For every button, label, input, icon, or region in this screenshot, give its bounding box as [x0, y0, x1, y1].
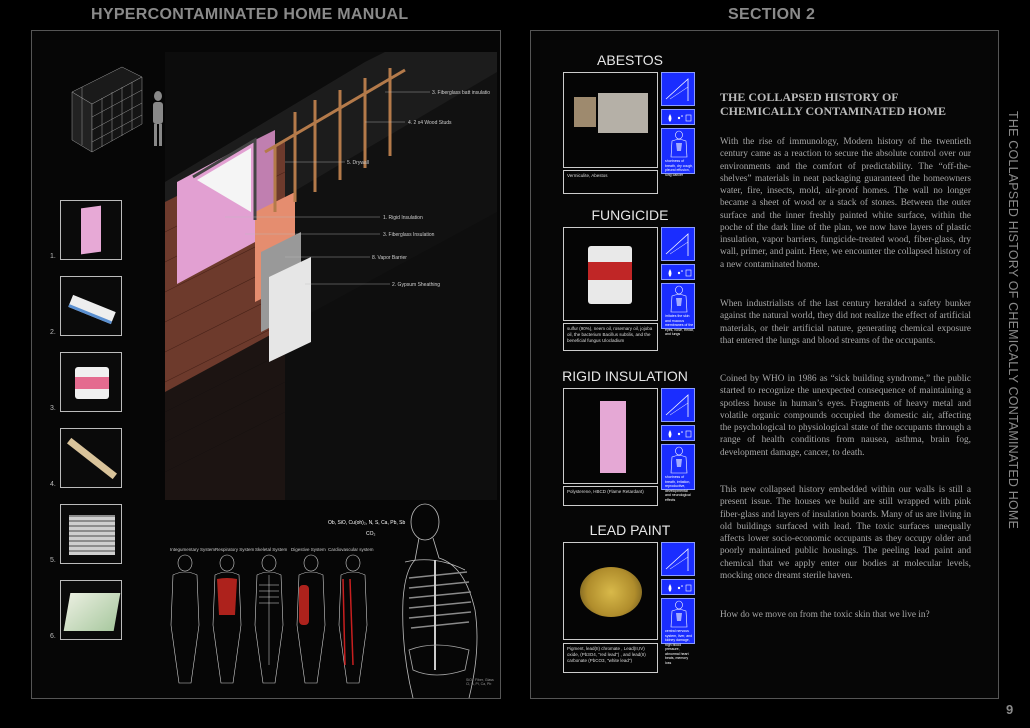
- chem-label-top: Ob, SiO, Cu(oh)₂, N, S, Ca, Pb, Sb: [328, 520, 406, 526]
- exposure-icons-abestos: [661, 109, 695, 125]
- material-image-abestos: [563, 72, 658, 168]
- material-title-rigid-insulation: RIGID INSULATION: [562, 368, 688, 384]
- chem-label-bottom: SiO₂, Fiber, Glass Cl, B, Pl, Ca, Pb: [466, 678, 494, 686]
- body-systems-figures: [165, 555, 375, 690]
- essay-paragraph-5: How do we move on from the toxic skin that we live in?: [720, 610, 930, 620]
- exposure-icons-rigid-insulation: [661, 425, 695, 441]
- thumb-number-4: 4.: [50, 481, 56, 488]
- thumb-number-1: 1.: [50, 253, 56, 260]
- thumb-primer-bucket: [60, 352, 122, 412]
- body-effect-icon-abestos: [661, 128, 695, 177]
- exposure-icons-fungicide: [661, 264, 695, 280]
- anno-gypsum-sheathing: 2. Gypsum Sheathing: [392, 282, 441, 288]
- anno-vapor-barrier: 8. Vapor Barrier: [372, 255, 407, 261]
- essay-title: THE COLLAPSED HISTORY OF CHEMICALLY CONTAMINATED HOME: [720, 90, 947, 118]
- system-label-integumentary: Integumentary System: [170, 547, 216, 552]
- body-effect-icon-rigid-insulation: [661, 444, 695, 502]
- thumb-rigid-insulation: [60, 200, 122, 260]
- body-effect-text-rigid-insulation: shortness of breath, irritation, reproductive, developmental and neurological effects: [665, 475, 691, 502]
- thumb-sheathing-stack: [60, 504, 122, 564]
- thumb-number-6: 6.: [50, 633, 56, 640]
- material-caption-rigid-insulation: Polysterene, HBCD (Flame Retardant): [563, 486, 658, 506]
- body-effect-text-fungicide: irritates the skin and mucous membranes of the eyes, nose, throat, and lungs: [665, 314, 694, 336]
- body-effect-icon-lead-paint: [661, 598, 695, 665]
- material-caption-lead-paint: Pigment, lead(II) chromate , Lead(II,IV) oxide, (Pb3O4, "red lead") , and lead(II) carbonate (PbCO3, "white lead"): [563, 643, 658, 673]
- vertical-title: THE COLLAPSED HISTORY OF CHEMICALLY CONTAMINATED HOME: [1006, 111, 1020, 530]
- anno-fiberglass-batt: 3. Fiberglass batt insulatio: [432, 90, 491, 96]
- house-diagram-icon-fungicide: [661, 227, 695, 261]
- material-image-lead-paint: [563, 542, 658, 640]
- essay-paragraph-2: When industrialists of the last century heralded a safety bunker against the natural world, they did not realize the effect of artificial materials, or their artificial nature, generating chemical exposure that entered the lungs and blood streams of the occupants.: [720, 299, 971, 346]
- system-label-digestive: Digestive System: [291, 547, 326, 552]
- essay-paragraph-1: With the rise of immunology, Modern history of the twentieth century came as a reaction to secure the absolute control over our environments and the comfort of predictability. The “off-the-shelves” materials in neat packaging guaranteed the homeowners water, fire, insects, mold, air-proof homes. The wall no longer became a sheet of wood or a stack of stones. Between the outer surface and the inner freshly painted white surface, within the poche of the dark line of the plan, we now have layers of plastic insulation, vapor barriers, fungicide-treated wood, fiber-glass, dry wall, primer, and paint. Here, we encounter the collapsed history of a new contaminated home.: [720, 137, 971, 270]
- system-label-cardiovascular: Cardiovascular system: [328, 547, 374, 552]
- thumb-number-2: 2.: [50, 329, 56, 336]
- essay-paragraph-4: This new collapsed history embedded within our walls is still a present issue. The houses we build are still wrapped with pink fiber-glass and layers of insulation boards. Many of us are living in old buildings surfaced with lead. The toxic surfaces unequally affects lower socio-economic occupants as they occupy older and poorly maintained public housings. The peeling lead paint and chemical that we apply enter our bodies at molecular levels, mocking once dreamt sterile haven.: [720, 485, 971, 581]
- house-diagram-icon-lead-paint: [661, 542, 695, 576]
- body-effect-text-lead-paint: central nervous system, liver, and kidney damage, high blood pressure, abnormal heart beats, memory loss: [665, 629, 693, 665]
- thumb-wood-stud: [60, 428, 122, 488]
- material-caption-abestos: Vermiculite, Abestos: [563, 170, 658, 194]
- house-diagram-icon-rigid-insulation: [661, 388, 695, 422]
- anno-rigid-insulation: 1. Rigid Insulation: [383, 215, 423, 221]
- house-diagram-icon-abestos: [661, 72, 695, 106]
- thumb-gypsum-board: [60, 276, 122, 336]
- system-label-respiratory: Respiratory System: [215, 547, 255, 552]
- human-xray-figure: [395, 500, 500, 698]
- material-title-fungicide: FUNGICIDE: [591, 207, 669, 223]
- body-effect-icon-fungicide: [661, 283, 695, 336]
- essay-paragraph-3: Coined by WHO in 1986 as “sick building syndrome,” the public started to recognize the unexpected consequence of maintaining a spotless house in human’s eyes. Fragments of heavy metal and volatile organic compounds occupied the domestic air, affecting the psychological to physiological state of the occupants through a range of health conditions from nausea, asthma, brain fog, development damage, cancer, to death.: [720, 374, 971, 458]
- material-image-rigid-insulation: [563, 388, 658, 484]
- left-page-title: HYPERCONTAMINATED HOME MANUAL: [91, 6, 409, 23]
- body-effect-text-abestos: shortness of breath, dry cough, pleural effusion, lung cancer: [665, 159, 694, 177]
- thumb-number-3: 3.: [50, 405, 56, 412]
- anno-wood-studs: 4. 2 x4 Wood Studs: [408, 120, 452, 126]
- material-image-fungicide: [563, 227, 658, 321]
- isometric-section-sketch: [62, 52, 172, 162]
- system-label-skeletal: Skeletal System: [255, 547, 288, 552]
- material-title-abestos: ABESTOS: [597, 52, 663, 68]
- anno-drywall: 5. Drywall: [347, 160, 369, 166]
- material-caption-fungicide: sulfur (90%), neem oil, rosemary oil, jojoba oil, the bacterium Bacillus subtilis, and the beneficial fungus Ulocladium: [563, 323, 658, 351]
- material-title-lead-paint: LEAD PAINT: [589, 522, 671, 538]
- anno-fiberglass-insulation: 3. Fiberglass Insulation: [383, 232, 435, 238]
- section-title: SECTION 2: [728, 6, 816, 23]
- chem-label-co2: CO₂: [366, 531, 376, 537]
- thumb-number-5: 5.: [50, 557, 56, 564]
- page-number: 9: [1006, 702, 1014, 717]
- thumb-vapor-barrier: [60, 580, 122, 640]
- exposure-icons-lead-paint: [661, 579, 695, 595]
